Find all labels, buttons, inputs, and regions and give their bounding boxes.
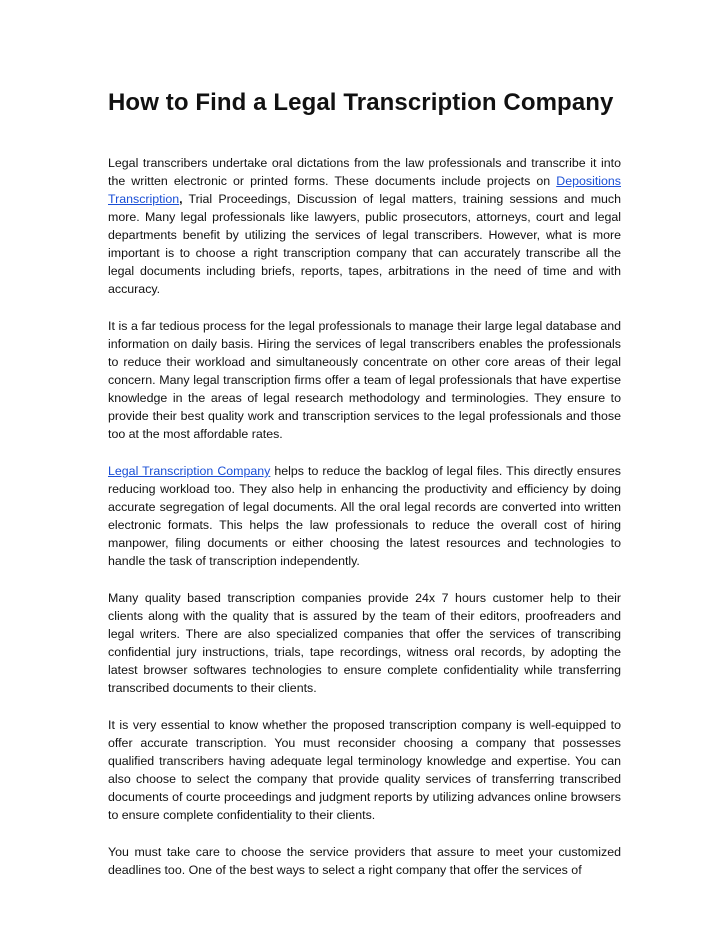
paragraph-1-text-start: Legal transcribers undertake oral dictations from the law professionals and transcribe it into the written electronic or printed forms. These documents include projects on — [108, 156, 621, 188]
legal-transcription-company-link[interactable]: Legal Transcription Company — [108, 464, 271, 478]
paragraph-3-text: helps to reduce the backlog of legal files. This directly ensures reducing workload too. They also help in enhancing the productivity and efficiency by doing accurate segregation of legal documents. All the oral legal records are converted into written electronic formats. This helps the law professionals to reduce the overall cost of hiring manpower, filing documents or either choosing the latest resources and technologies to handle the task of transcription independently. — [108, 464, 621, 568]
paragraph-2: It is a far tedious process for the legal professionals to manage their large legal database and information on daily basis. Hiring the services of legal transcribers enables the professionals to reduce their workload and simultaneously concentrate on other core areas of their legal concern. Many legal transcription firms offer a team of legal professionals that have expertise knowledge in the areas of legal research methodology and terminologies. They ensure to provide their best quality work and transcription services to the legal professionals and those too at the most affordable rates. — [108, 319, 621, 441]
paragraph-3 — [108, 462, 621, 570]
document-body — [108, 154, 621, 898]
paragraph-5: It is very essential to know whether the proposed transcription company is well-equipped to offer accurate transcription. You must reconsider choosing a company that possesses qualified transcribers having adequate legal terminology knowledge and expertise. You can also choose to select the company that provide quality services of transferring transcribed documents of courte proceedings and judgment reports by utilizing advances online browsers to ensure complete confidentiality to their clients. — [108, 718, 621, 822]
paragraph-1-text-end: Trial Proceedings, Discussion of legal matters, training sessions and much more. Many legal professionals like lawyers, public prosecutors, attorneys, court and legal departments benefit by utilizing the services of legal transcribers. However, what is more important is to choose a right transcription company that can accurately transcribe all the legal documents including briefs, reports, tapes, arbitrations in the need of time and with accuracy. — [108, 192, 621, 296]
paragraph-4: Many quality based transcription companies provide 24x 7 hours customer help to their clients along with the quality that is assured by the team of their editors, proofreaders and legal writers. There are also specialized companies that offer the services of transcribing confidential jury instructions, trials, tape recordings, witness oral records, by adopting the latest browser softwares technologies to ensure complete confidentiality while transferring transcribed documents to their clients. — [108, 591, 621, 695]
depositions-transcription-link[interactable]: Depositions Transcription — [108, 174, 621, 206]
paragraph-1 — [108, 154, 621, 298]
document-title: How to Find a Legal Transcription Company — [108, 89, 614, 116]
paragraph-6: You must take care to choose the service providers that assure to meet your customized deadlines too. One of the best ways to select a right company that offer the services of — [108, 845, 621, 877]
paragraph-1-comma: , — [179, 192, 183, 206]
